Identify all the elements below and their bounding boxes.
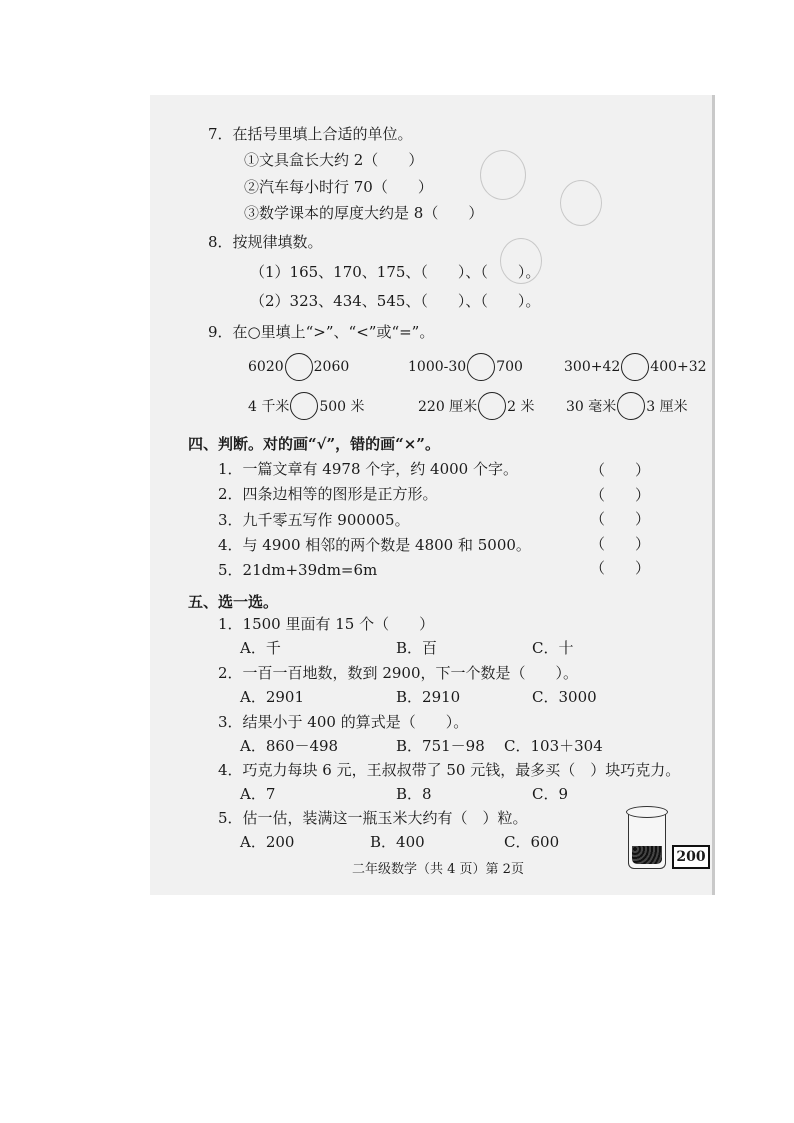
compare-circle[interactable] bbox=[478, 392, 506, 420]
judge-item: 3．九千零五写作 900005。 bbox=[218, 511, 410, 529]
option-c[interactable]: C．600 bbox=[504, 833, 560, 851]
q7-item: ①文具盒长大约 2（ ） bbox=[244, 151, 424, 169]
jar-count-label: 200 bbox=[672, 845, 710, 869]
section5-title: 五、选一选。 bbox=[188, 593, 279, 611]
compare-item bbox=[418, 392, 535, 420]
option-a[interactable]: A．2901 bbox=[240, 688, 305, 706]
compare-left: 220 厘米 bbox=[418, 399, 478, 415]
q8-item: （1）165、170、175、（ ）、（ ）。 bbox=[250, 263, 541, 281]
compare-right: 500 米 bbox=[319, 399, 365, 415]
q7-title: 7．在括号里填上合适的单位。 bbox=[208, 125, 413, 143]
compare-item bbox=[248, 392, 365, 420]
compare-right: 3 厘米 bbox=[646, 399, 688, 415]
q9-title: 9．在○里填上“>”、“<”或“=”。 bbox=[208, 323, 435, 341]
option-a[interactable]: A．千 bbox=[240, 639, 281, 657]
compare-item bbox=[248, 353, 349, 381]
judge-item: 2．四条边相等的图形是正方形。 bbox=[218, 485, 438, 503]
compare-left: 4 千米 bbox=[248, 399, 290, 415]
compare-right: 2060 bbox=[313, 359, 350, 375]
answer-parentheses[interactable]: （ ） bbox=[590, 510, 651, 528]
compare-right: 2 米 bbox=[507, 399, 535, 415]
bleed-through-figure bbox=[560, 180, 602, 226]
choice-question: 2．一百一百地数，数到 2900，下一个数是（ ）。 bbox=[218, 664, 578, 682]
compare-right: 700 bbox=[496, 359, 523, 375]
corn-kernels bbox=[632, 846, 662, 864]
compare-right: 400+32 bbox=[650, 359, 707, 375]
choice-question: 3．结果小于 400 的算式是（ ）。 bbox=[218, 713, 469, 731]
q7-item: ②汽车每小时行 70（ ） bbox=[244, 178, 433, 196]
compare-circle[interactable] bbox=[290, 392, 318, 420]
option-b[interactable]: B．百 bbox=[396, 639, 438, 657]
option-b[interactable]: B．8 bbox=[396, 785, 432, 803]
option-a[interactable]: A．860－498 bbox=[240, 737, 339, 755]
page-footer: 二年级数学（共 4 页）第 2页 bbox=[352, 862, 524, 877]
compare-left: 30 毫米 bbox=[566, 399, 617, 415]
compare-left: 1000-30 bbox=[408, 359, 467, 375]
option-c[interactable]: C．十 bbox=[532, 639, 574, 657]
option-b[interactable]: B．751－98 bbox=[396, 737, 485, 755]
judge-item: 5．21dm+39dm=6m bbox=[218, 561, 378, 579]
choice-question: 1．1500 里面有 15 个（ ） bbox=[218, 615, 435, 633]
judge-item: 1．一篇文章有 4978 个字，约 4000 个字。 bbox=[218, 460, 518, 478]
jar-rim bbox=[626, 806, 668, 818]
answer-parentheses[interactable]: （ ） bbox=[590, 535, 651, 553]
option-b[interactable]: B．400 bbox=[370, 833, 425, 851]
option-a[interactable]: A．7 bbox=[240, 785, 276, 803]
bleed-through-figure bbox=[480, 150, 526, 200]
answer-parentheses[interactable]: （ ） bbox=[590, 486, 651, 504]
compare-circle[interactable] bbox=[285, 353, 313, 381]
choice-question: 4．巧克力每块 6 元，王叔叔带了 50 元钱，最多买（ ）块巧克力。 bbox=[218, 761, 681, 779]
section4-title: 四、判断。对的画“√”，错的画“×”。 bbox=[188, 435, 440, 453]
q7-item: ③数学课本的厚度大约是 8（ ） bbox=[244, 204, 484, 222]
answer-parentheses[interactable]: （ ） bbox=[590, 461, 651, 479]
compare-item bbox=[564, 353, 707, 381]
page-edge-shadow bbox=[712, 95, 715, 895]
answer-parentheses[interactable]: （ ） bbox=[590, 559, 651, 577]
option-c[interactable]: C．3000 bbox=[532, 688, 597, 706]
compare-circle[interactable] bbox=[617, 392, 645, 420]
option-c[interactable]: C．103＋304 bbox=[504, 737, 603, 755]
option-c[interactable]: C．9 bbox=[532, 785, 569, 803]
q8-item: （2）323、434、545、（ ）、（ ）。 bbox=[250, 292, 541, 310]
option-a[interactable]: A．200 bbox=[240, 833, 295, 851]
option-b[interactable]: B．2910 bbox=[396, 688, 461, 706]
compare-left: 300+42 bbox=[564, 359, 621, 375]
q8-title: 8．按规律填数。 bbox=[208, 233, 323, 251]
compare-circle[interactable] bbox=[467, 353, 495, 381]
compare-item bbox=[408, 353, 523, 381]
choice-question: 5．估一估，装满这一瓶玉米大约有（ ）粒。 bbox=[218, 809, 528, 827]
compare-item bbox=[566, 392, 688, 420]
compare-left: 6020 bbox=[248, 359, 284, 375]
judge-item: 4．与 4900 相邻的两个数是 4800 和 5000。 bbox=[218, 536, 531, 554]
compare-circle[interactable] bbox=[621, 353, 649, 381]
